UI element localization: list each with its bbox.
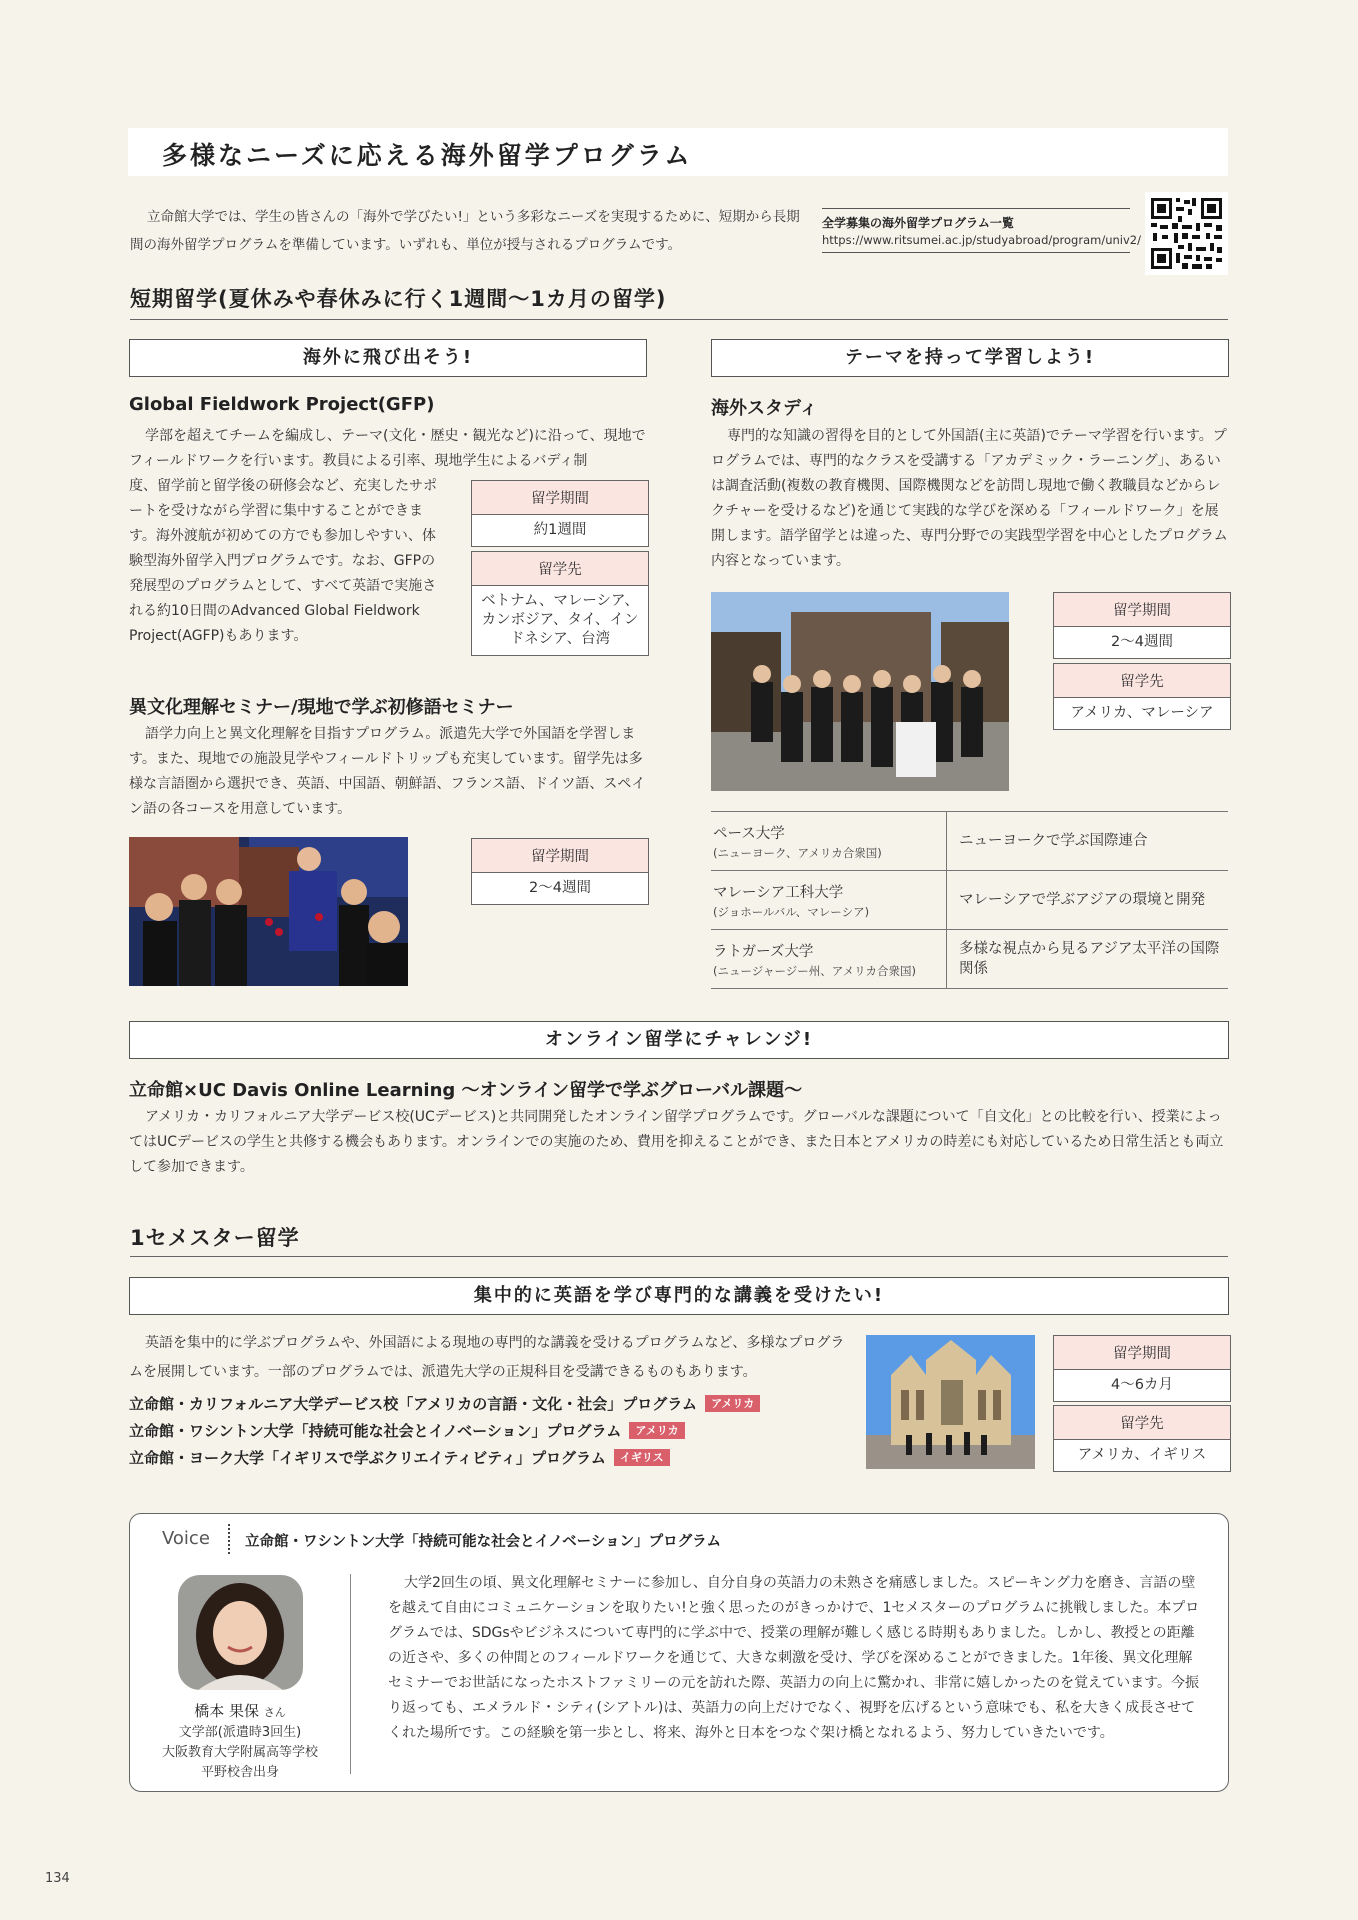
honorific: さん bbox=[263, 1706, 286, 1719]
semester-destination-box bbox=[1053, 1405, 1231, 1472]
university-location: (ニュージャージー州、アメリカ合衆国) bbox=[713, 964, 916, 978]
page-title: 多様なニーズに応える海外留学プログラム bbox=[162, 141, 693, 170]
voice-box bbox=[129, 1513, 1229, 1792]
destination-value: アメリカ、イギリス bbox=[1077, 1447, 1207, 1463]
destination-value: ベトナム、マレーシア、カンボジア、タイ、インドネシア、台湾 bbox=[481, 593, 639, 647]
program-list-link-box bbox=[822, 208, 1141, 253]
university-name: マレーシア工科大学 bbox=[713, 885, 844, 901]
program-name: 立命館・ヨーク大学「イギリスで学ぶクリエイティビティ」プログラム bbox=[129, 1449, 606, 1467]
program-name: 立命館・ワシントン大学「持続可能な社会とイノベーション」プログラム bbox=[129, 1422, 622, 1440]
intro-text: 立命館大学では、学生の皆さんの「海外で学びたい!」という多彩なニーズを実現するために、短期から長期間の海外留学プログラムを準備しています。いずれも、単位が授与されるプログラムです。 bbox=[130, 209, 800, 253]
university-table bbox=[711, 811, 1228, 989]
period-label: 留学期間 bbox=[1054, 1336, 1230, 1370]
destination-value: アメリカ、マレーシア bbox=[1070, 705, 1214, 721]
university-theme: マレーシアで学ぶアジアの環境と開発 bbox=[959, 892, 1206, 908]
destination-label: 留学先 bbox=[1054, 664, 1230, 698]
gfp-body-rest: 度、留学前と留学後の研修会など、充実したサポートを受けながら学習に集中することができます。海外渡航が初めての方でも参加しやすい、体験型海外留学入門プログラムです。なお、GFPの発展型のプログラムとして、すべて英語で実施される約10日間のAdvanced Global Fieldwork Project(AGFP)もあります。 bbox=[129, 478, 437, 644]
gfp-destination-box bbox=[471, 551, 649, 656]
period-value: 2〜4週間 bbox=[1111, 634, 1173, 650]
table-row bbox=[711, 930, 1228, 989]
student-info bbox=[150, 1700, 330, 1783]
seminar-photo bbox=[129, 837, 408, 986]
seminar-title: 異文化理解セミナー/現地で学ぶ初修語セミナー bbox=[129, 697, 514, 718]
divider bbox=[130, 319, 1228, 320]
university-location: (ニューヨーク、アメリカ合衆国) bbox=[713, 846, 882, 860]
country-badge: イギリス bbox=[614, 1449, 670, 1466]
study-photo bbox=[711, 592, 1009, 791]
short-term-heading: 短期留学(夏休みや春休みに行く1週間〜1カ月の留学) bbox=[130, 287, 667, 311]
university-theme: ニューヨークで学ぶ国際連合 bbox=[959, 833, 1148, 849]
student-photo bbox=[178, 1575, 303, 1690]
voice-program: 立命館・ワシントン大学「持続可能な社会とイノベーション」プログラム bbox=[245, 1534, 721, 1550]
destination-label: 留学先 bbox=[1054, 1406, 1230, 1440]
gfp-period-box bbox=[471, 480, 649, 547]
divider bbox=[130, 1256, 1228, 1257]
seminar-body: 語学力向上と異文化理解を目指すプログラム。派遣先大学で外国語を学習します。また、現地での施設見学やフィールドトリップも充実しています。留学先は多様な言語圏から選択でき、英語、中国語、朝鮮語、フランス語、ドイツ語、スペイン語の各コースを用意しています。 bbox=[129, 726, 646, 817]
period-value: 2〜4週間 bbox=[529, 880, 591, 896]
period-label: 留学期間 bbox=[1054, 593, 1230, 627]
destination-label: 留学先 bbox=[472, 552, 648, 586]
table-row bbox=[711, 871, 1228, 930]
university-location: (ジョホールバル、マレーシア) bbox=[713, 905, 870, 919]
divider bbox=[228, 1524, 230, 1554]
university-name: ラトガーズ大学 bbox=[713, 944, 814, 960]
program-list-label: 全学募集の海外留学プログラム一覧 bbox=[822, 216, 1014, 230]
study-period-box bbox=[1053, 592, 1231, 659]
university-name: ペース大学 bbox=[713, 826, 785, 842]
period-label: 留学期間 bbox=[472, 839, 648, 873]
program-name: 立命館・カリフォルニア大学デービス校「アメリカの言語・文化・社会」プログラム bbox=[129, 1395, 698, 1413]
gfp-body-top: 学部を超えてチームを編成し、テーマ(文化・歴史・観光など)に沿って、現地でフィールドワークを行います。教員による引率、現地学生によるバディ制 bbox=[129, 428, 646, 469]
semester-photo bbox=[866, 1335, 1035, 1469]
voice-body: 大学2回生の頃、異文化理解セミナーに参加し、自分自身の英語力の未熟さを痛感しました。スピーキング力を磨き、言語の壁を越えて自由にコミュニケーションを取りたい!と強く思ったのがきっかけで、1セメスターのプログラムに挑戦しました。本プログラムでは、SDGsやビジネスについて専門的に学ぶ中で、授業の理解が難しく感じる時期もありました。しかし、教授との距離の近さや、多くの仲間とのフィールドワークを通じて、大きな刺激を受け、学びを深めることができました。1年後、異文化理解セミナーでお世話になったホストファミリーの元を訪れた際、英語力の向上に驚かれ、非常に嬉しかったのを覚えています。今振り返っても、エメラルド・シティ(シアトル)は、英語力の向上だけでなく、視野を広げるという意味でも、私を大きく成長させてくれた場所です。この経験を第一歩とし、将来、海外と日本をつなぐ架け橋となれるよう、努力していきたいです。 bbox=[388, 1575, 1200, 1741]
study-title: 海外スタディ bbox=[711, 398, 818, 419]
country-badge: アメリカ bbox=[705, 1395, 760, 1412]
list-item bbox=[129, 1420, 849, 1447]
section-box-theme-study: テーマを持って学習しよう! bbox=[711, 339, 1229, 377]
list-item bbox=[129, 1447, 849, 1474]
student-faculty: 文学部(派遣時3回生) bbox=[178, 1725, 302, 1740]
online-title: 立命館×UC Davis Online Learning 〜オンライン留学で学ぶグローバル課題〜 bbox=[129, 1080, 803, 1101]
student-school: 大阪教育大学附属高等学校 bbox=[161, 1745, 318, 1760]
study-destination-box bbox=[1053, 663, 1231, 730]
study-body: 専門的な知識の習得を目的として外国語(主に英語)でテーマ学習を行います。プログラムでは、専門的なクラスを受講する「アカデミック・ラーニング」、あるいは調査活動(複数の教育機関、国際機関などを訪問し現地で働く教職員などからレクチャーを受けるなど)を通じて実践的な学びを深める「フィールドワーク」を展開します。語学留学とは違った、専門分野での実践型学習を中心としたプログラム内容となっています。 bbox=[711, 428, 1228, 569]
voice-label: Voice bbox=[162, 1528, 210, 1549]
section-box-go-abroad: 海外に飛び出そう! bbox=[129, 339, 647, 377]
section-box-online: オンライン留学にチャレンジ! bbox=[129, 1021, 1229, 1059]
divider bbox=[350, 1574, 351, 1774]
page-title-bar bbox=[128, 128, 1228, 176]
qr-code-icon[interactable] bbox=[1145, 192, 1228, 275]
semester-body: 英語を集中的に学ぶプログラムや、外国語による現地の専門的な講義を受けるプログラムなど、多様なプログラムを展開しています。一部のプログラムでは、派遣先大学の正規科目を受講できるものもあります。 bbox=[129, 1335, 845, 1380]
page-number: 134 bbox=[45, 1871, 70, 1886]
period-label: 留学期間 bbox=[472, 481, 648, 515]
student-name: 橋本 果保 bbox=[194, 1702, 259, 1720]
semester-heading: 1セメスター留学 bbox=[130, 1226, 300, 1250]
section-box-semester: 集中的に英語を学び専門的な講義を受けたい! bbox=[129, 1277, 1229, 1315]
country-badge: アメリカ bbox=[629, 1422, 684, 1439]
semester-program-list bbox=[129, 1393, 849, 1474]
university-theme: 多様な視点から見るアジア太平洋の国際関係 bbox=[959, 941, 1220, 977]
semester-period-box bbox=[1053, 1335, 1231, 1402]
seminar-period-box bbox=[471, 838, 649, 905]
period-value: 約1週間 bbox=[533, 522, 587, 538]
program-list-url[interactable]: https://www.ritsumei.ac.jp/studyabroad/program/univ2/ bbox=[822, 233, 1141, 247]
period-value: 4〜6カ月 bbox=[1111, 1377, 1173, 1393]
table-row bbox=[711, 811, 1228, 871]
student-campus: 平野校舎出身 bbox=[200, 1765, 279, 1780]
gfp-title: Global Fieldwork Project(GFP) bbox=[129, 394, 435, 415]
list-item bbox=[129, 1393, 849, 1420]
online-body: アメリカ・カリフォルニア大学デービス校(UCデービス)と共同開発したオンライン留学プログラムです。グローバルな課題について「自文化」との比較を行い、授業によってはUCデービスの学生と共修する機会もあります。オンラインでの実施のため、費用を抑えることができ、また日本とアメリカの時差にも対応しているため日常生活とも両立して参加できます。 bbox=[129, 1109, 1224, 1175]
